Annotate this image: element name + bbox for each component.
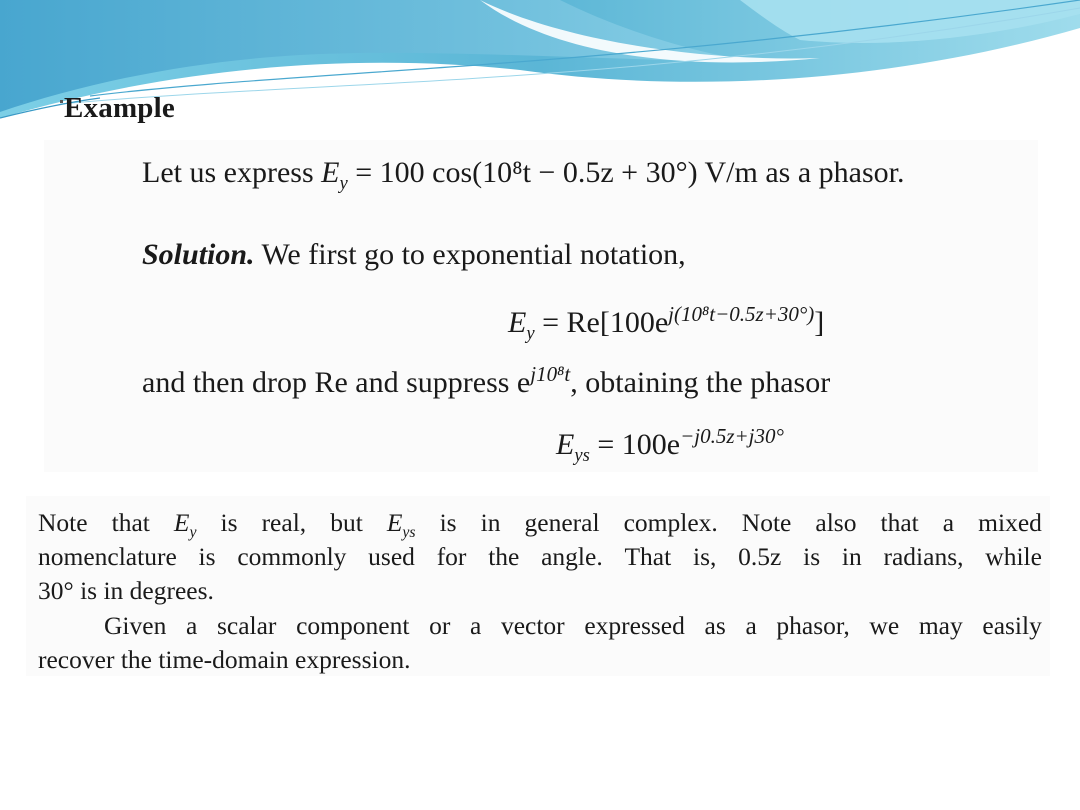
word: also <box>815 508 857 537</box>
example-statement <box>142 156 905 195</box>
equation-1-exponent: j(10⁸t−0.5z+30°) <box>668 302 815 326</box>
word: we <box>869 611 900 640</box>
equation-2-rhs: = 100e <box>597 428 681 461</box>
word: is, <box>692 542 717 571</box>
note-line-2 <box>38 540 1042 573</box>
statement-suffix: as a phasor. <box>757 156 905 189</box>
subscript-ys: ys <box>574 445 590 466</box>
word: while <box>985 542 1042 571</box>
word: a <box>942 508 955 537</box>
statement-expression: = 100 cos(10⁸t − 0.5z + 30°) V/m <box>355 156 758 189</box>
word: vector <box>500 611 565 640</box>
symbol-e: E <box>321 156 340 189</box>
word: for <box>436 542 467 571</box>
word: expressed <box>584 611 685 640</box>
word: is <box>198 542 216 571</box>
word: is <box>220 508 238 537</box>
word: Note <box>741 508 792 537</box>
note-line-5: recover the time-domain expression. <box>38 645 411 674</box>
word: a <box>469 611 482 640</box>
subscript-y: y <box>526 323 535 344</box>
then-exponent: j10⁸t <box>530 362 571 386</box>
symbol-e: E <box>556 428 575 461</box>
equation-1 <box>508 302 824 345</box>
symbol-e: E <box>508 306 527 339</box>
word: that <box>111 508 150 537</box>
word: as <box>704 611 726 640</box>
then-line <box>142 362 830 400</box>
word: component <box>296 611 410 640</box>
symbol-ey: $E_y$ <box>173 508 197 542</box>
word: nomenclature <box>38 542 177 571</box>
word: That <box>624 542 672 571</box>
word: commonly <box>237 542 347 571</box>
word: real, <box>261 508 307 537</box>
title-bullet <box>60 100 63 103</box>
word: in <box>841 542 862 571</box>
equation-1-rhs: = Re[100e <box>542 306 669 339</box>
note-line-4 <box>104 609 1042 642</box>
word: radians, <box>883 542 964 571</box>
word: a <box>185 611 198 640</box>
word: in <box>480 508 501 537</box>
word: Note <box>38 508 88 537</box>
word: mixed <box>978 508 1042 537</box>
word: phasor, <box>776 611 850 640</box>
equation-1-close: ] <box>814 306 825 339</box>
then-prefix: and then drop Re and suppress e <box>142 366 531 399</box>
word: is <box>803 542 821 571</box>
word: the <box>488 542 520 571</box>
equation-2-exponent: −j0.5z+j30° <box>680 424 784 448</box>
slide-title: Example <box>64 92 175 124</box>
note-line-3: 30° is in degrees. <box>38 576 214 605</box>
word: 0.5z <box>738 542 782 571</box>
equation-2 <box>556 424 784 467</box>
word: scalar <box>216 611 277 640</box>
then-suffix: , obtaining the phasor <box>570 366 831 399</box>
subscript-y: y <box>339 173 348 194</box>
word: Given <box>104 611 167 640</box>
statement-prefix: Let us express <box>142 156 322 189</box>
word: easily <box>982 611 1042 640</box>
word: complex. <box>623 508 718 537</box>
word: a <box>745 611 757 640</box>
word: or <box>429 611 451 640</box>
word: angle. <box>541 542 603 571</box>
word: used <box>368 542 415 571</box>
symbol-eys: $E_{ys}$ <box>386 508 416 542</box>
word: that <box>880 508 919 537</box>
solution-line <box>142 238 686 272</box>
solution-text: We first go to exponential notation, <box>254 238 686 271</box>
word: general <box>524 508 600 537</box>
solution-label: Solution. <box>142 238 255 271</box>
word: may <box>918 611 963 640</box>
word: is <box>439 508 457 537</box>
word: but <box>330 508 363 537</box>
